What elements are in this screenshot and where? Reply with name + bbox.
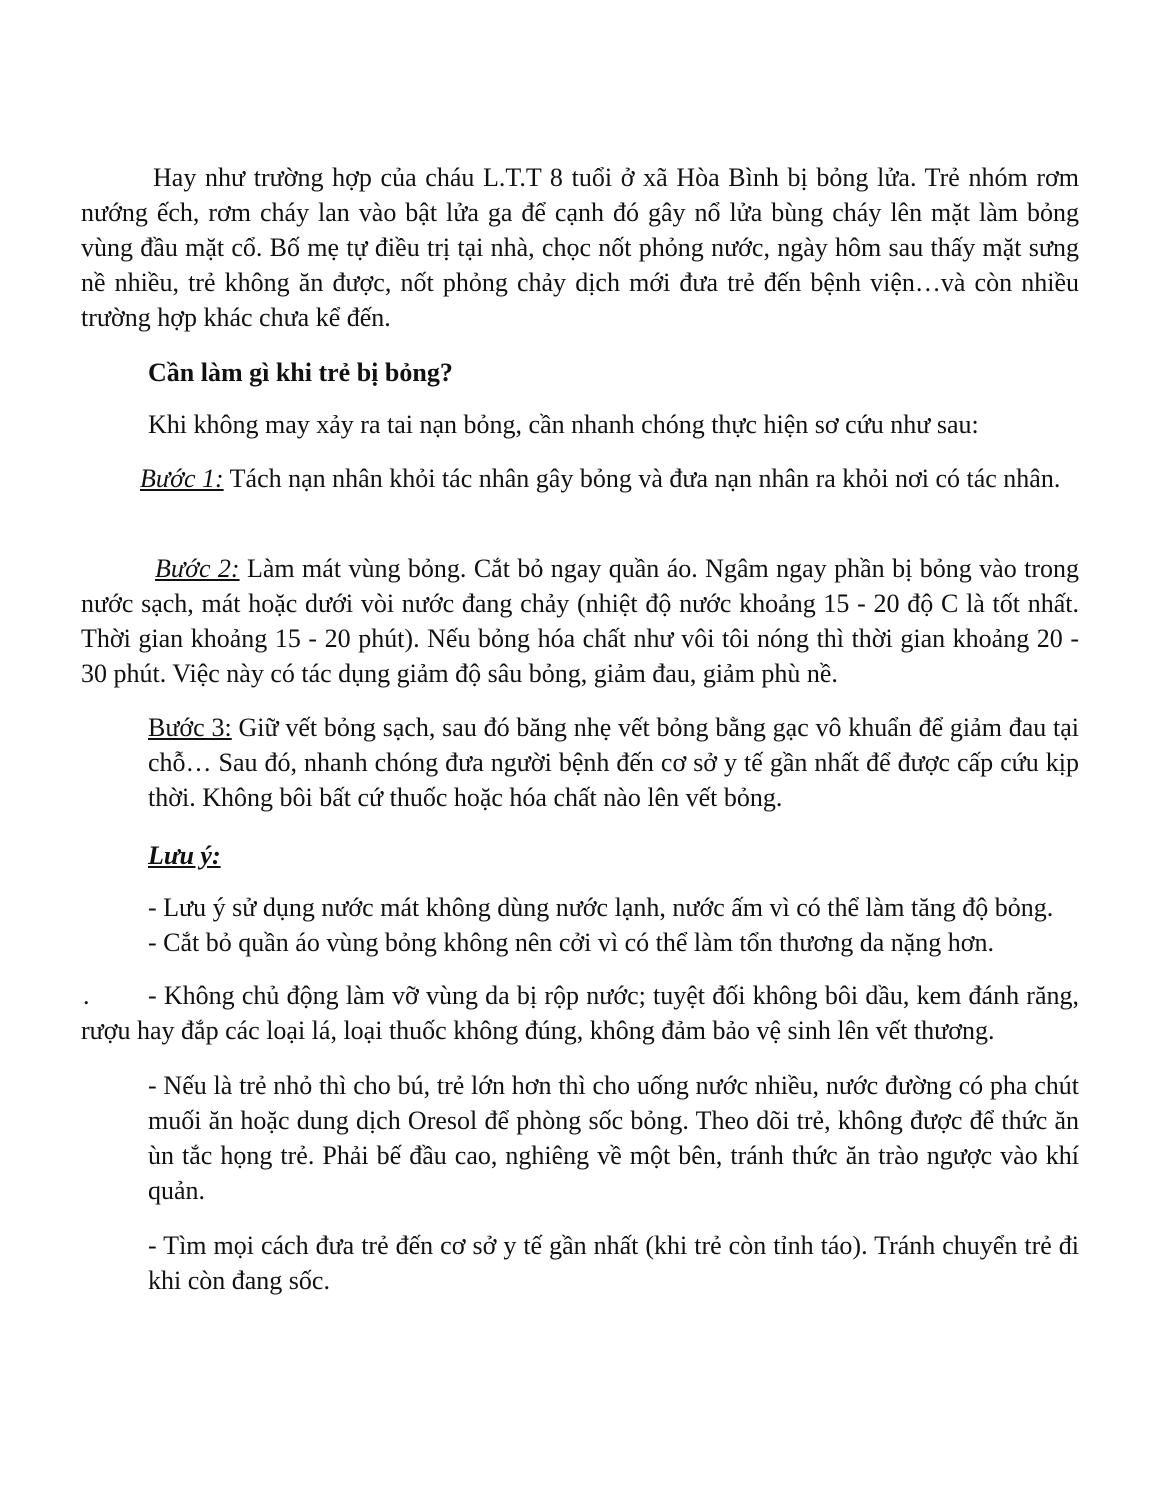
stray-dot: . <box>83 981 90 1010</box>
step-2-text: Làm mát vùng bỏng. Cắt bỏ ngay quần áo. Ngâm ngay phần bị bỏng vào trong nước sạch, mát hoặc dưới vòi nước đang chảy (nhiệt độ nước khoảng 15 - 20 độ C là tốt nhất. Thời gian khoảng 15 - 20 phút). Nếu bỏng hóa chất như vôi tôi nóng thì thời gian khoảng 20 - 30 phút. Việc này có tác dụng giảm độ sâu bỏng, giảm đau, giảm phù nề. <box>81 554 1079 688</box>
step-2-paragraph <box>81 551 1079 691</box>
note-3: - Không chủ động làm vỡ vùng da bị rộp nước; tuyệt đối không bôi dầu, kem đánh răng, rượu hay đắp các loại lá, loại thuốc không đúng, không đảm bảo vệ sinh lên vết thương. <box>81 981 1079 1045</box>
step-3-label: Bước 3: <box>148 713 232 742</box>
step-3-paragraph <box>148 710 1079 815</box>
step-1-paragraph <box>81 461 1079 496</box>
intro-paragraph: Khi không may xảy ra tai nạn bỏng, cần nhanh chóng thực hiện sơ cứu như sau: <box>148 410 979 439</box>
note-heading: Lưu ý: <box>148 841 221 870</box>
note-1: - Lưu ý sử dụng nước mát không dùng nước lạnh, nước ấm vì có thể làm tăng độ bỏng. <box>148 893 1054 922</box>
step-2-label: Bước 2: <box>155 554 240 583</box>
section-heading: Cần làm gì khi trẻ bị bỏng? <box>148 358 453 387</box>
step-1-label: Bước 1: <box>140 464 224 493</box>
step-3-text: Giữ vết bỏng sạch, sau đó băng nhẹ vết bỏng bằng gạc vô khuẩn để giảm đau tại chỗ… Sau đó, nhanh chóng đưa người bệnh đến cơ sở y tế gần nhất để được cấp cứu kịp thời. Không bôi bất cứ thuốc hoặc hóa chất nào lên vết bỏng. <box>148 713 1079 812</box>
note-5: - Tìm mọi cách đưa trẻ đến cơ sở y tế gần nhất (khi trẻ còn tỉnh táo). Tránh chuyển trẻ đi khi còn đang sốc. <box>148 1231 1079 1295</box>
step-1-text: Tách nạn nhân khỏi tác nhân gây bỏng và đưa nạn nhân ra khỏi nơi có tác nhân. <box>223 464 1061 493</box>
note-4: - Nếu là trẻ nhỏ thì cho bú, trẻ lớn hơn thì cho uống nước nhiều, nước đường có pha chút muối ăn hoặc dung dịch Oresol để phòng sốc bỏng. Theo dõi trẻ, không được để thức ăn ùn tắc họng trẻ. Phải bế đầu cao, nghiêng về một bên, tránh thức ăn trào ngược vào khí quản. <box>148 1071 1079 1205</box>
case-paragraph: Hay như trường hợp của cháu L.T.T 8 tuổi ở xã Hòa Bình bị bỏng lửa. Trẻ nhóm rơm nướng ếch, rơm cháy lan vào bật lửa ga để cạnh đó gây nổ lửa bùng cháy lên mặt làm bỏng vùng đầu mặt cổ. Bố mẹ tự điều trị tại nhà, chọc nốt phỏng nước, ngày hôm sau thấy mặt sưng nề nhiều, trẻ không ăn được, nốt phỏng chảy dịch mới đưa trẻ đến bệnh viện…và còn nhiều trường hợp khác chưa kể đến. <box>81 163 1079 332</box>
note-2: - Cắt bỏ quần áo vùng bỏng không nên cởi vì có thể làm tổn thương da nặng hơn. <box>148 928 995 957</box>
